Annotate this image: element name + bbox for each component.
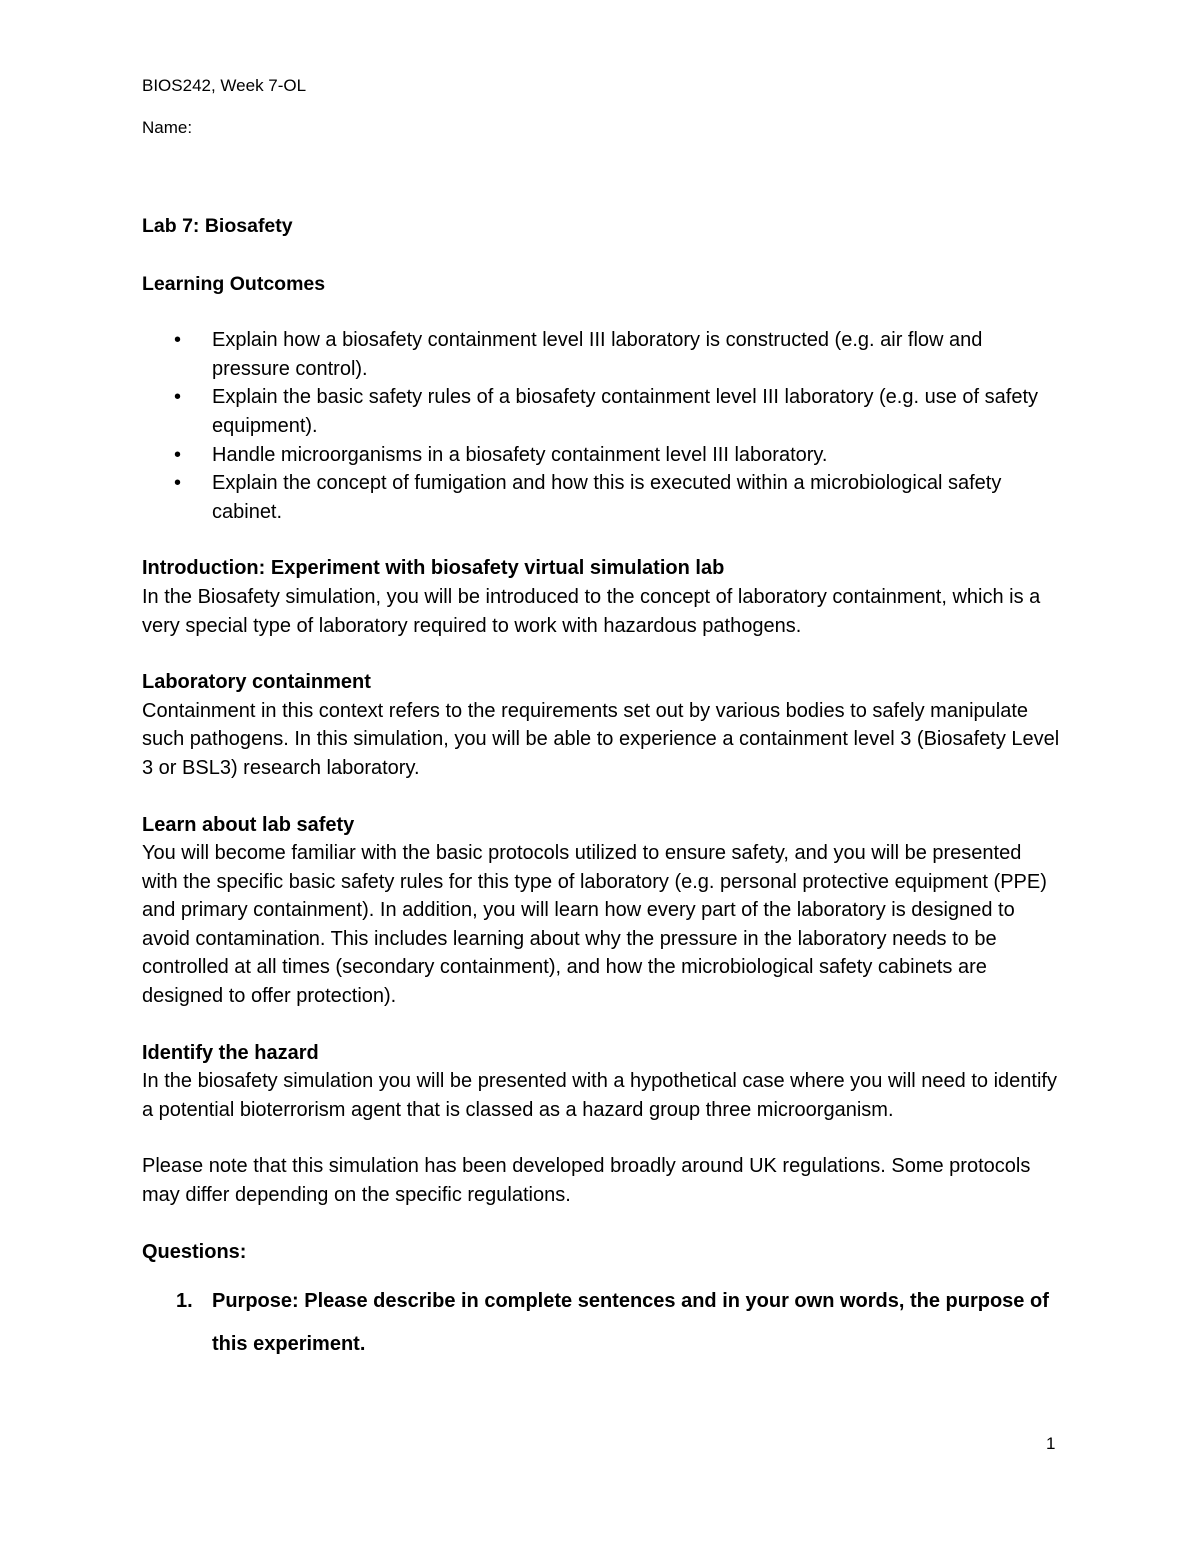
section-body: In the Biosafety simulation, you will be introduced to the concept of laboratory containment, which is a very special type of laboratory required to work with hazardous pathogens. (142, 585, 1041, 637)
section-body: You will become familiar with the basic protocols utilized to ensure safety, and you will be presented with the specific basic safety rules for this type of laboratory (e.g. personal protective equipment (PPE) and primary containment). In addition, you will learn how every part of the laboratory is designed to avoid contamination. This includes learning about why the pressure in the laboratory needs to be controlled at all times (secondary containment), and how the microbiological safety cabinets are designed to offer protection). (142, 842, 1047, 1008)
lab-title: Lab 7: Biosafety (142, 215, 293, 237)
list-item (142, 441, 1062, 470)
outcome-text: Explain how a biosafety containment level III laboratory is constructed (e.g. air flow and pressure control). (212, 329, 983, 380)
outcome-text: Explain the basic safety rules of a biosafety containment level III laboratory (e.g. use of safety equipment). (212, 386, 1038, 437)
section-introduction (142, 554, 1062, 640)
learning-outcomes-heading: Learning Outcomes (142, 272, 326, 295)
section-laboratory-containment (142, 668, 1062, 782)
bullet-icon: • (174, 443, 182, 466)
question-item (142, 1280, 1062, 1366)
outcome-text: Explain the concept of fumigation and how this is executed within a microbiological safety cabinet. (212, 472, 1002, 523)
course-header: BIOS242, Week 7-OL (142, 76, 307, 95)
section-heading: Introduction: Experiment with biosafety virtual simulation lab (142, 557, 725, 580)
page-content (142, 74, 1062, 1366)
section-lab-safety (142, 811, 1062, 1011)
questions-heading: Questions: (142, 1240, 247, 1263)
name-label: Name: (142, 118, 193, 137)
section-heading: Laboratory containment (142, 671, 371, 694)
note-paragraph: Please note that this simulation has been developed broadly around UK regulations. Some protocols may differ depending on the specific regulations. (142, 1155, 1031, 1207)
list-item (142, 469, 1062, 526)
list-item (142, 326, 1062, 383)
bullet-icon: • (174, 386, 182, 409)
section-body: In the biosafety simulation you will be presented with a hypothetical case where you will need to identify a potential bioterrorism agent that is classed as a hazard group three microorganism. (142, 1070, 1057, 1121)
section-identify-hazard (142, 1039, 1062, 1125)
section-note (142, 1152, 1062, 1209)
section-heading: Learn about lab safety (142, 813, 355, 836)
bullet-icon: • (174, 329, 182, 352)
section-body: Containment in this context refers to the requirements set out by various bodies to safely manipulate such pathogens. In this simulation, you will be able to experience a containment level 3 (Biosafety Level 3 or BSL3) research laboratory. (142, 699, 1060, 779)
page-number: 1 (1046, 1434, 1056, 1453)
section-heading: Identify the hazard (142, 1041, 319, 1064)
outcome-text: Handle microorganisms in a biosafety containment level III laboratory. (212, 443, 828, 466)
bullet-icon: • (174, 472, 182, 495)
question-text: Purpose: Please describe in complete sentences and in your own words, the purpose of this experiment. (212, 1290, 1049, 1356)
list-item (142, 383, 1062, 440)
learning-outcomes-list (142, 326, 1062, 526)
question-number: 1. (176, 1290, 193, 1313)
